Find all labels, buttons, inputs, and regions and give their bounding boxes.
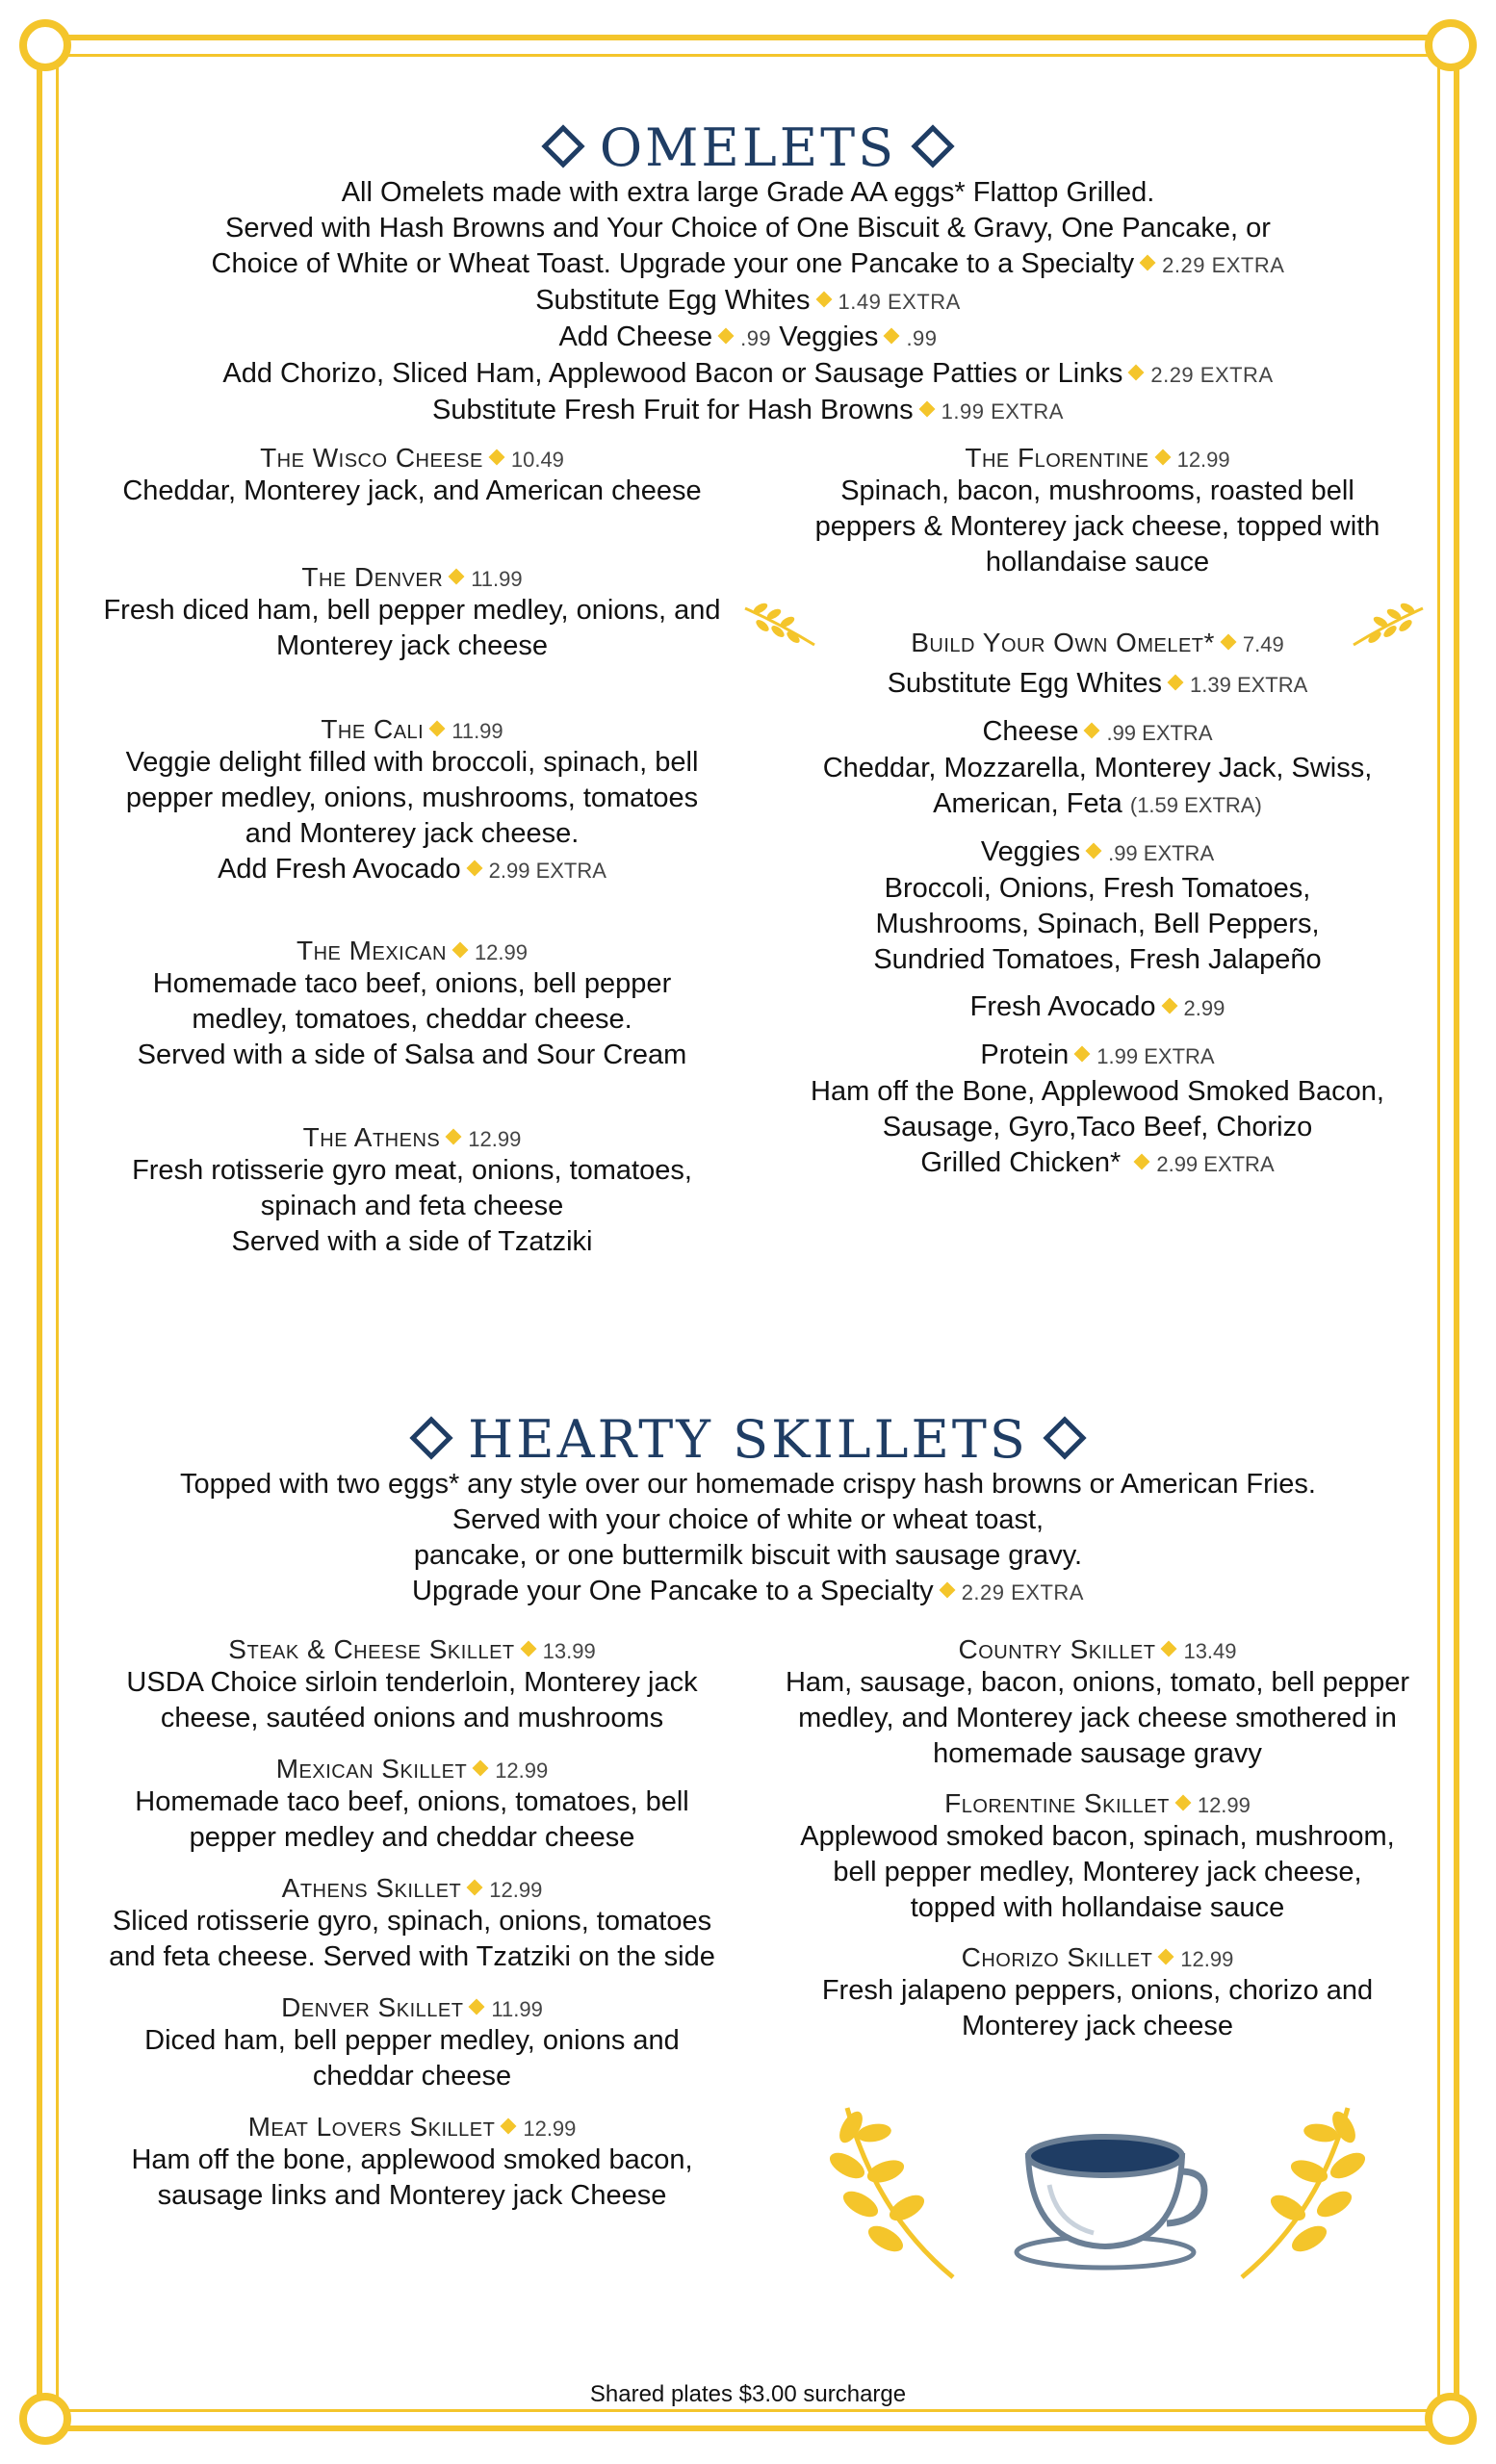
item-title: Meat Lovers Skillet — [247, 2112, 496, 2142]
item-description: Ham off the bone, applewood smoked bacon, — [131, 2144, 693, 2175]
byo-option-price: (1.59 EXTRA) — [1129, 793, 1262, 817]
omelets-intro — [58, 175, 1438, 429]
item-price: 11.99 — [471, 567, 523, 591]
item-description: Served with a side of Tzatziki — [231, 1226, 593, 1257]
item-extra-price: 2.99 EXTRA — [488, 859, 606, 883]
byo-option-list: Sundried Tomatoes, Fresh Jalapeño — [873, 944, 1322, 975]
gold-diamond-icon — [488, 449, 504, 466]
gold-diamond-icon — [884, 328, 900, 345]
item-price: 12.99 — [468, 1127, 522, 1151]
intro-line: pancake, or one buttermilk biscuit with sausage gravy. — [413, 1540, 1083, 1571]
item-description: medley, and Monterey jack cheese smothered in — [798, 1703, 1397, 1733]
intro-line: Substitute Fresh Fruit for Hash Browns 1.99 EXTRA — [432, 395, 1064, 425]
gold-diamond-icon — [429, 721, 446, 737]
item-description: and feta cheese. Served with Tzatziki on the side — [109, 1941, 715, 1972]
item-title: Florentine Skillet — [944, 1788, 1170, 1818]
item-extra: Add Fresh Avocado — [218, 854, 461, 885]
gold-diamond-icon — [1158, 1949, 1174, 1965]
laurel-wreath-right-icon — [1232, 2098, 1377, 2281]
gold-diamond-icon — [1161, 998, 1177, 1014]
item-description: Served with a side of Salsa and Sour Cream — [137, 1040, 687, 1070]
item-description: Monterey jack cheese — [275, 630, 549, 661]
gold-diamond-icon — [449, 569, 465, 585]
intro-line: Served with your choice of white or wheat toast, — [451, 1504, 1045, 1535]
item-price: 13.49 — [1183, 1639, 1237, 1663]
menu-item-cali — [75, 714, 749, 888]
item-description: peppers & Monterey jack cheese, topped with — [814, 511, 1380, 542]
menu-item-meat-lovers-skillet — [75, 2112, 749, 2214]
diamond-icon — [912, 124, 955, 167]
item-title: The Athens — [302, 1122, 441, 1152]
item-price: 11.99 — [491, 1997, 543, 2021]
corner-ornament — [1425, 19, 1477, 71]
menu-item-mexican — [75, 936, 749, 1073]
item-description: Fresh rotisserie gyro meat, onions, tomatoes, — [132, 1155, 692, 1186]
byo-option-price: 2.99 EXTRA — [1156, 1152, 1275, 1176]
item-title: The Denver — [301, 562, 444, 592]
gold-diamond-icon — [467, 1880, 483, 1896]
menu-item-country-skillet — [770, 1634, 1425, 1772]
item-price: 13.99 — [542, 1639, 596, 1663]
item-price: 12.99 — [1197, 1793, 1251, 1817]
item-description: topped with hollandaise sauce — [910, 1892, 1285, 1923]
menu-item-denver-skillet — [75, 1992, 749, 2094]
gold-diamond-icon — [501, 2118, 517, 2135]
item-price: 12.99 — [489, 1878, 543, 1902]
item-description: Ham, sausage, bacon, onions, tomato, bell pepper — [785, 1667, 1410, 1698]
byo-option: Protein — [980, 1040, 1070, 1070]
byo-option-price: .99 EXTRA — [1108, 841, 1215, 865]
byo-option-list: Cheddar, Mozzarella, Monterey Jack, Swiss, — [822, 753, 1373, 783]
skillets-intro — [58, 1467, 1438, 1610]
item-description: Spinach, bacon, mushrooms, roasted bell — [840, 475, 1354, 506]
diamond-icon — [1043, 1416, 1086, 1459]
menu-item-mexican-skillet — [75, 1754, 749, 1856]
item-title: Chorizo Skillet — [961, 1942, 1153, 1972]
gold-diamond-icon — [446, 1129, 462, 1145]
menu-item-florentine — [770, 443, 1425, 580]
item-description: Cheddar, Monterey jack, and American cheese — [122, 475, 702, 506]
item-description: Monterey jack cheese — [961, 2011, 1234, 2041]
item-description: Sliced rotisserie gyro, spinach, onions, tomatoes — [112, 1906, 712, 1937]
corner-ornament — [19, 19, 71, 71]
item-description: Fresh diced ham, bell pepper medley, onions, and — [103, 595, 721, 626]
item-title: Build Your Own Omelet* — [911, 628, 1215, 657]
menu-item-denver — [75, 562, 749, 664]
item-description: and Monterey jack cheese. — [245, 818, 580, 849]
item-description: Homemade taco beef, onions, bell pepper — [152, 968, 672, 999]
intro-line: Substitute Egg Whites 1.49 EXTRA — [535, 285, 961, 316]
item-description: medley, tomatoes, cheddar cheese. — [192, 1004, 632, 1035]
menu-item-athens — [75, 1122, 749, 1260]
item-description: Fresh jalapeno peppers, onions, chorizo and — [821, 1975, 1374, 2006]
gold-diamond-icon — [1220, 634, 1236, 651]
menu-item-wisco-cheese — [75, 443, 749, 509]
item-description: bell pepper medley, Monterey jack cheese, — [833, 1857, 1362, 1887]
gold-diamond-icon — [1154, 449, 1171, 466]
byo-option-price: 1.39 EXTRA — [1190, 673, 1308, 697]
skillets-heading — [0, 1409, 1496, 1470]
item-price: 11.99 — [451, 719, 503, 743]
gold-diamond-icon — [1174, 1795, 1191, 1811]
item-title: The Wisco Cheese — [260, 443, 483, 473]
byo-option-list: Broccoli, Onions, Fresh Tomatoes, — [884, 873, 1311, 904]
item-title: Country Skillet — [958, 1634, 1156, 1664]
item-price: 12.99 — [1180, 1947, 1234, 1971]
skillets-title: HEARTY SKILLETS — [468, 1409, 1028, 1470]
item-title: The Mexican — [296, 936, 447, 965]
gold-diamond-icon — [1134, 1154, 1150, 1170]
item-description: Diced ham, bell pepper medley, onions and — [144, 2025, 680, 2056]
byo-option-list: Grilled Chicken* — [920, 1147, 1122, 1178]
item-description: cheddar cheese — [312, 2061, 512, 2092]
gold-diamond-icon — [1168, 675, 1184, 691]
omelets-heading — [0, 117, 1496, 178]
menu-item-athens-skillet — [75, 1873, 749, 1975]
diamond-icon — [409, 1416, 452, 1459]
byo-option-price: 2.99 — [1183, 996, 1225, 1020]
gold-diamond-icon — [815, 292, 832, 308]
intro-line: Served with Hash Browns and Your Choice of One Biscuit & Gravy, One Pancake, or — [225, 213, 1271, 244]
gold-diamond-icon — [718, 328, 735, 345]
byo-option-list: American, Feta — [933, 788, 1122, 819]
gold-diamond-icon — [451, 942, 468, 959]
intro-line: Add Cheese .99 Veggies .99 — [558, 321, 938, 352]
gold-diamond-icon — [1140, 255, 1156, 271]
laurel-wreath-left-icon — [818, 2098, 963, 2281]
item-price: 7.49 — [1242, 632, 1284, 656]
gold-diamond-icon — [1084, 723, 1100, 739]
item-description: spinach and feta cheese — [260, 1191, 564, 1221]
item-description: homemade sausage gravy — [933, 1738, 1262, 1769]
intro-line: Topped with two eggs* any style over our homemade crispy hash browns or American Fries. — [180, 1469, 1316, 1500]
gold-diamond-icon — [1086, 843, 1102, 860]
coffee-cup-icon — [1011, 2127, 1213, 2272]
intro-line: Upgrade your One Pancake to a Specialty 2.29 EXTRA — [412, 1576, 1084, 1606]
item-price: 12.99 — [1176, 448, 1230, 472]
byo-option: Fresh Avocado — [969, 991, 1156, 1022]
intro-line: All Omelets made with extra large Grade AA eggs* Flattop Grilled. — [341, 177, 1155, 208]
item-title: Steak & Cheese Skillet — [228, 1634, 515, 1664]
item-title: Denver Skillet — [281, 1992, 464, 2022]
byo-option-price: 1.99 EXTRA — [1096, 1044, 1215, 1068]
gold-diamond-icon — [520, 1641, 536, 1657]
gold-diamond-icon — [466, 860, 482, 877]
item-description: pepper medley, onions, mushrooms, tomatoes — [125, 783, 699, 813]
item-price: 12.99 — [523, 2117, 577, 2141]
item-price: 12.99 — [474, 940, 528, 964]
byo-option: Cheese — [982, 716, 1079, 747]
omelets-title: OMELETS — [599, 117, 897, 178]
item-description: Homemade taco beef, onions, tomatoes, bell — [135, 1786, 689, 1817]
gold-diamond-icon — [1161, 1641, 1177, 1657]
item-price: 12.99 — [495, 1758, 549, 1783]
item-description: Veggie delight filled with broccoli, spinach, bell — [125, 747, 699, 778]
item-description: hollandaise sauce — [985, 547, 1210, 578]
byo-option: Veggies — [980, 836, 1081, 867]
gold-diamond-icon — [473, 1760, 489, 1777]
byo-option-price: .99 EXTRA — [1106, 721, 1213, 745]
item-description: sausage links and Monterey jack Cheese — [157, 2180, 667, 2211]
item-description: USDA Choice sirloin tenderloin, Monterey jack — [126, 1667, 698, 1698]
item-price: 10.49 — [510, 448, 564, 472]
diamond-icon — [541, 124, 584, 167]
gold-diamond-icon — [1074, 1046, 1091, 1063]
gold-diamond-icon — [469, 1999, 485, 2015]
byo-option: Substitute Egg Whites — [887, 668, 1163, 699]
menu-item-chorizo-skillet — [770, 1942, 1425, 2044]
byo-option-list: Sausage, Gyro,Taco Beef, Chorizo — [882, 1112, 1313, 1142]
item-description: pepper medley and cheddar cheese — [189, 1822, 635, 1853]
gold-diamond-icon — [1128, 365, 1145, 381]
byo-option-list: Ham off the Bone, Applewood Smoked Bacon, — [811, 1076, 1384, 1107]
menu-item-steak-cheese-skillet — [75, 1634, 749, 1736]
menu-item-florentine-skillet — [770, 1788, 1425, 1926]
byo-option-list: Mushrooms, Spinach, Bell Peppers, — [875, 909, 1320, 939]
item-title: Mexican Skillet — [275, 1754, 468, 1784]
item-title: Athens Skillet — [281, 1873, 462, 1903]
gold-diamond-icon — [939, 1582, 955, 1599]
intro-line: Add Chorizo, Sliced Ham, Applewood Bacon or Sausage Patties or Links 2.29 EXTRA — [222, 358, 1274, 389]
item-description: cheese, sautéed onions and mushrooms — [160, 1703, 664, 1733]
item-title: The Cali — [321, 714, 425, 744]
intro-line: Choice of White or Wheat Toast. Upgrade your one Pancake to a Specialty 2.29 EXTRA — [211, 248, 1285, 279]
item-title: The Florentine — [965, 443, 1149, 473]
gold-diamond-icon — [918, 401, 935, 418]
menu-item-build-your-own — [770, 628, 1425, 1182]
item-description: Applewood smoked bacon, spinach, mushroom, — [800, 1821, 1395, 1852]
footer-note: Shared plates $3.00 surcharge — [589, 2381, 907, 2407]
